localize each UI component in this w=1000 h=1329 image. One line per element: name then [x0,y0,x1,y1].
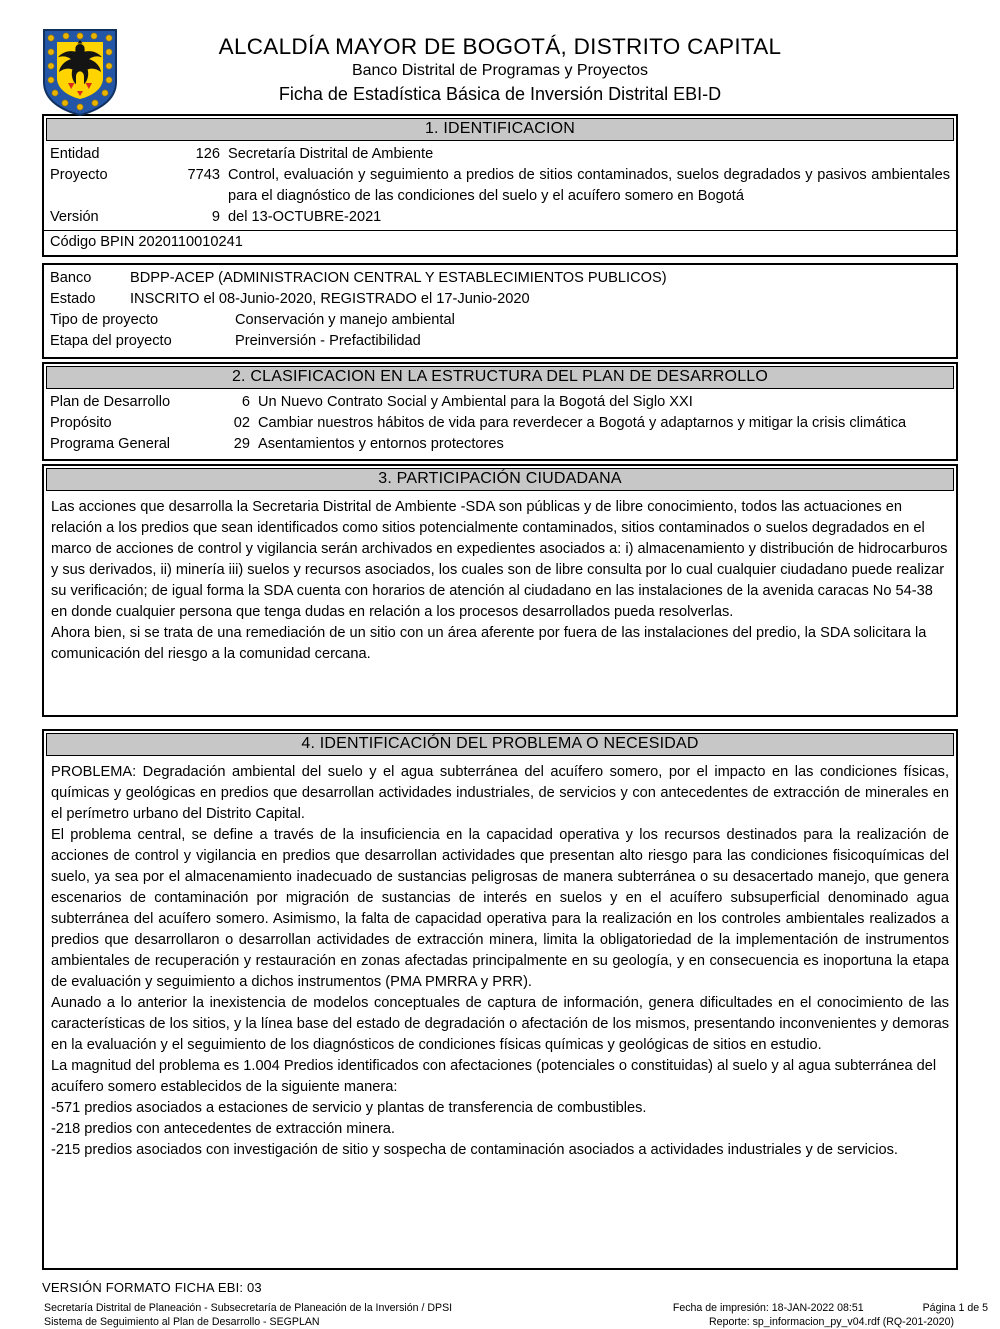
identificacion-rows [44,143,956,230]
row-codigo-bpin: Código BPIN 2020110010241 [44,230,956,255]
paragraph: PROBLEMA: Degradación ambiental del suelo y el agua subterránea del acuífero somero, por el impacto en las condiciones físicas, químicas y geológicas en predios que desarrollan actividades industriales, de servicios y con antecedentes de extracción de minerales en el perímetro urbano del Distrito Capital. [51,764,949,822]
bogota-coat-of-arms [38,27,122,117]
row-label: Etapa del proyecto [50,333,172,349]
section-identificacion-header: 1. IDENTIFICACION [46,118,954,141]
row-label: Estado [50,291,96,307]
page-subtitle-1: Banco Distrital de Programas y Proyectos [351,62,649,79]
section-clasificacion [42,362,958,461]
row-label: Banco [50,270,92,286]
problema-text [44,758,956,1268]
section-participacion [42,464,958,717]
document-header [0,0,1000,105]
row-label: Tipo de proyecto [50,312,159,328]
section-identificacion [42,114,958,257]
footer-system-line: Sistema de Seguimiento al Plan de Desarrollo - SEGPLAN [44,1316,320,1328]
bullet-line: -218 predios con antecedentes de extracción minera. [51,1121,395,1137]
row-label: Propósito [50,415,112,431]
bullet-line: -571 predios asociados a estaciones de servicio y plantas de transferencia de combustibles. [51,1100,647,1116]
footer-print-date: Fecha de impresión: 18-JAN-2022 08:51 [672,1302,864,1314]
row-plan-desarrollo [50,392,950,413]
row-etapa-proyecto [50,331,950,352]
footer-page-number: Página 1 de 5 [922,1302,988,1314]
bogota-coat-of-arms-icon [38,27,122,117]
footer-print-row [673,1301,988,1315]
footer-meta [44,1301,988,1329]
footer-format-version: VERSIÓN FORMATO FICHA EBI: 03 [42,1280,262,1295]
row-banco [50,268,950,289]
row-value: Asentamientos y entornos protectores [258,436,504,452]
document-body [42,114,958,1270]
row-code: 7743 [187,167,220,183]
row-code: 126 [195,146,220,162]
row-tipo-proyecto [50,310,950,331]
row-label: Programa General [50,436,171,452]
paragraph: El problema central, se define a través de la insuficiencia en la capacidad operativa y los recursos destinados para la realización de acciones de control y vigilancia en predios que desarrollan actividades que presentan alto riesgo para las condiciones fisicoquímicas del suelo, ya sea por el almacenamiento inadecuado de sustancias peligrosas de manera subterránea o su desacertado manejo, que genera escenarios de contaminación por migración de sustancias de interés en suelos y en el acuífero subsuperficial denominado agua subterránea del acuífero somero. Asimismo, la falta de capacidad operativa para la realización en los controles ambientales realizados a predios que desarrollaron o desarrollan actividades de extracción minera, limita la obligatoriedad de la implementación de instrumentos ambientales de recuperación y restauración en zonas afectadas principalmente en su geología, y en consecuencia es inoportuna la etapa de evaluación y seguimiento a dichos instrumentos (PMA PMRRA y PRR). [51,827,949,990]
row-proyecto [50,165,950,207]
row-value: BDPP-ACEP (ADMINISTRACION CENTRAL Y ESTABLECIMIENTOS PUBLICOS) [130,270,667,286]
section-problema-header: 4. IDENTIFICACIÓN DEL PROBLEMA O NECESIDAD [46,733,954,756]
banco-estado-box [42,263,958,359]
row-code: 29 [233,436,250,452]
row-label: Entidad [50,146,100,162]
row-value: INSCRITO el 08-Junio-2020, REGISTRADO el 17-Junio-2020 [130,291,530,307]
row-code: 9 [211,209,220,225]
row-value: del 13-OCTUBRE-2021 [228,209,382,225]
row-value: Cambiar nuestros hábitos de vida para reverdecer a Bogotá y adaptarnos y mitigar la crisis climática [258,415,907,431]
paragraph: Ahora bien, si se trata de una remediación de un sitio con un área aferente por fuera de las instalaciones del predio, la SDA solicitara la comunicación del riesgo a la comunidad cercana. [51,625,927,662]
row-value: Un Nuevo Contrato Social y Ambiental para la Bogotá del Siglo XXI [258,394,693,410]
footer-left [44,1301,452,1329]
row-label: Versión [50,209,99,225]
row-estado [50,289,950,310]
row-version [50,207,950,228]
row-label: Plan de Desarrollo [50,394,171,410]
page-title: ALCALDÍA MAYOR DE BOGOTÁ, DISTRITO CAPITAL [218,34,782,59]
row-proposito [50,413,950,434]
row-label: Proyecto [50,167,108,183]
participacion-text [44,493,956,715]
footer-entity-line: Secretaría Distrital de Planeación - Subsecretaría de Planeación de la Inversión / DPSI [44,1302,453,1314]
row-value: Conservación y manejo ambiental [235,312,455,328]
row-value: Control, evaluación y seguimiento a predios de sitios contaminados, suelos degradados y pasivos ambientales para el diagnóstico de las condiciones del suelo y el acuífero somero en Bogotá [228,167,950,204]
section-problema [42,729,958,1270]
row-value: Preinversión - Prefactibilidad [235,333,421,349]
section-participacion-header: 3. PARTICIPACIÓN CIUDADANA [46,468,954,491]
row-code: 6 [241,394,250,410]
footer-report-id: Reporte: sp_informacion_py_v04.rdf (RQ-201-2020) [709,1316,954,1328]
paragraph: La magnitud del problema es 1.004 Predios identificados con afectaciones (potenciales o constituidas) al suelo y al agua subterránea del acuífero somero establecidos de la siguiente manera: [51,1058,937,1095]
paragraph: Aunado a lo anterior la inexistencia de modelos conceptuales de captura de información, genera dificultades en el conocimiento de las características de los sitios, y la línea base del estado de degradación o afectación de los mismos, presentando inconvenientes y demoras en la evaluación y el seguimiento de los diagnósticos de condiciones físicas químicas y geológicas de sitios en estudio. [51,995,949,1053]
row-code: 02 [233,415,250,431]
row-entidad [50,144,950,165]
row-programa-general [50,434,950,455]
bullet-line: -215 predios asociados con investigación de sitio y sospecha de contaminación asociados a actividades industriales y de servicios. [51,1142,898,1158]
paragraph: Las acciones que desarrolla la Secretaria Distrital de Ambiente -SDA son públicas y de libre conocimiento, todos las actuaciones en relación a los predios que sean identificados como sitios potencialmente contaminados, sitios contaminados o suelos degradados en el marco de acciones de control y vigilancia serán archivados en expedientes asociados a: i) almacenamiento y distribución de hidrocarburos y sus derivados, ii) minería iii) suelos y recursos asociados, los cuales son de libre consulta por lo cual cualquier ciudadano puede realizar su verificación; de igual forma la SDA cuenta con horarios de atención al ciudadano en las instalaciones de la avenida caracas No 54-38 en donde cualquier persona que tenga dudas en relación a los procesos desarrollados pueda resolverlas. [51,499,948,620]
footer-right [673,1301,988,1329]
row-value: Secretaría Distrital de Ambiente [228,146,434,162]
section-clasificacion-header: 2. CLASIFICACION EN LA ESTRUCTURA DEL PLAN DE DESARROLLO [46,366,954,389]
page-subtitle-2: Ficha de Estadística Básica de Inversión Distrital EBI-D [278,84,722,104]
clasificacion-rows [44,391,956,459]
